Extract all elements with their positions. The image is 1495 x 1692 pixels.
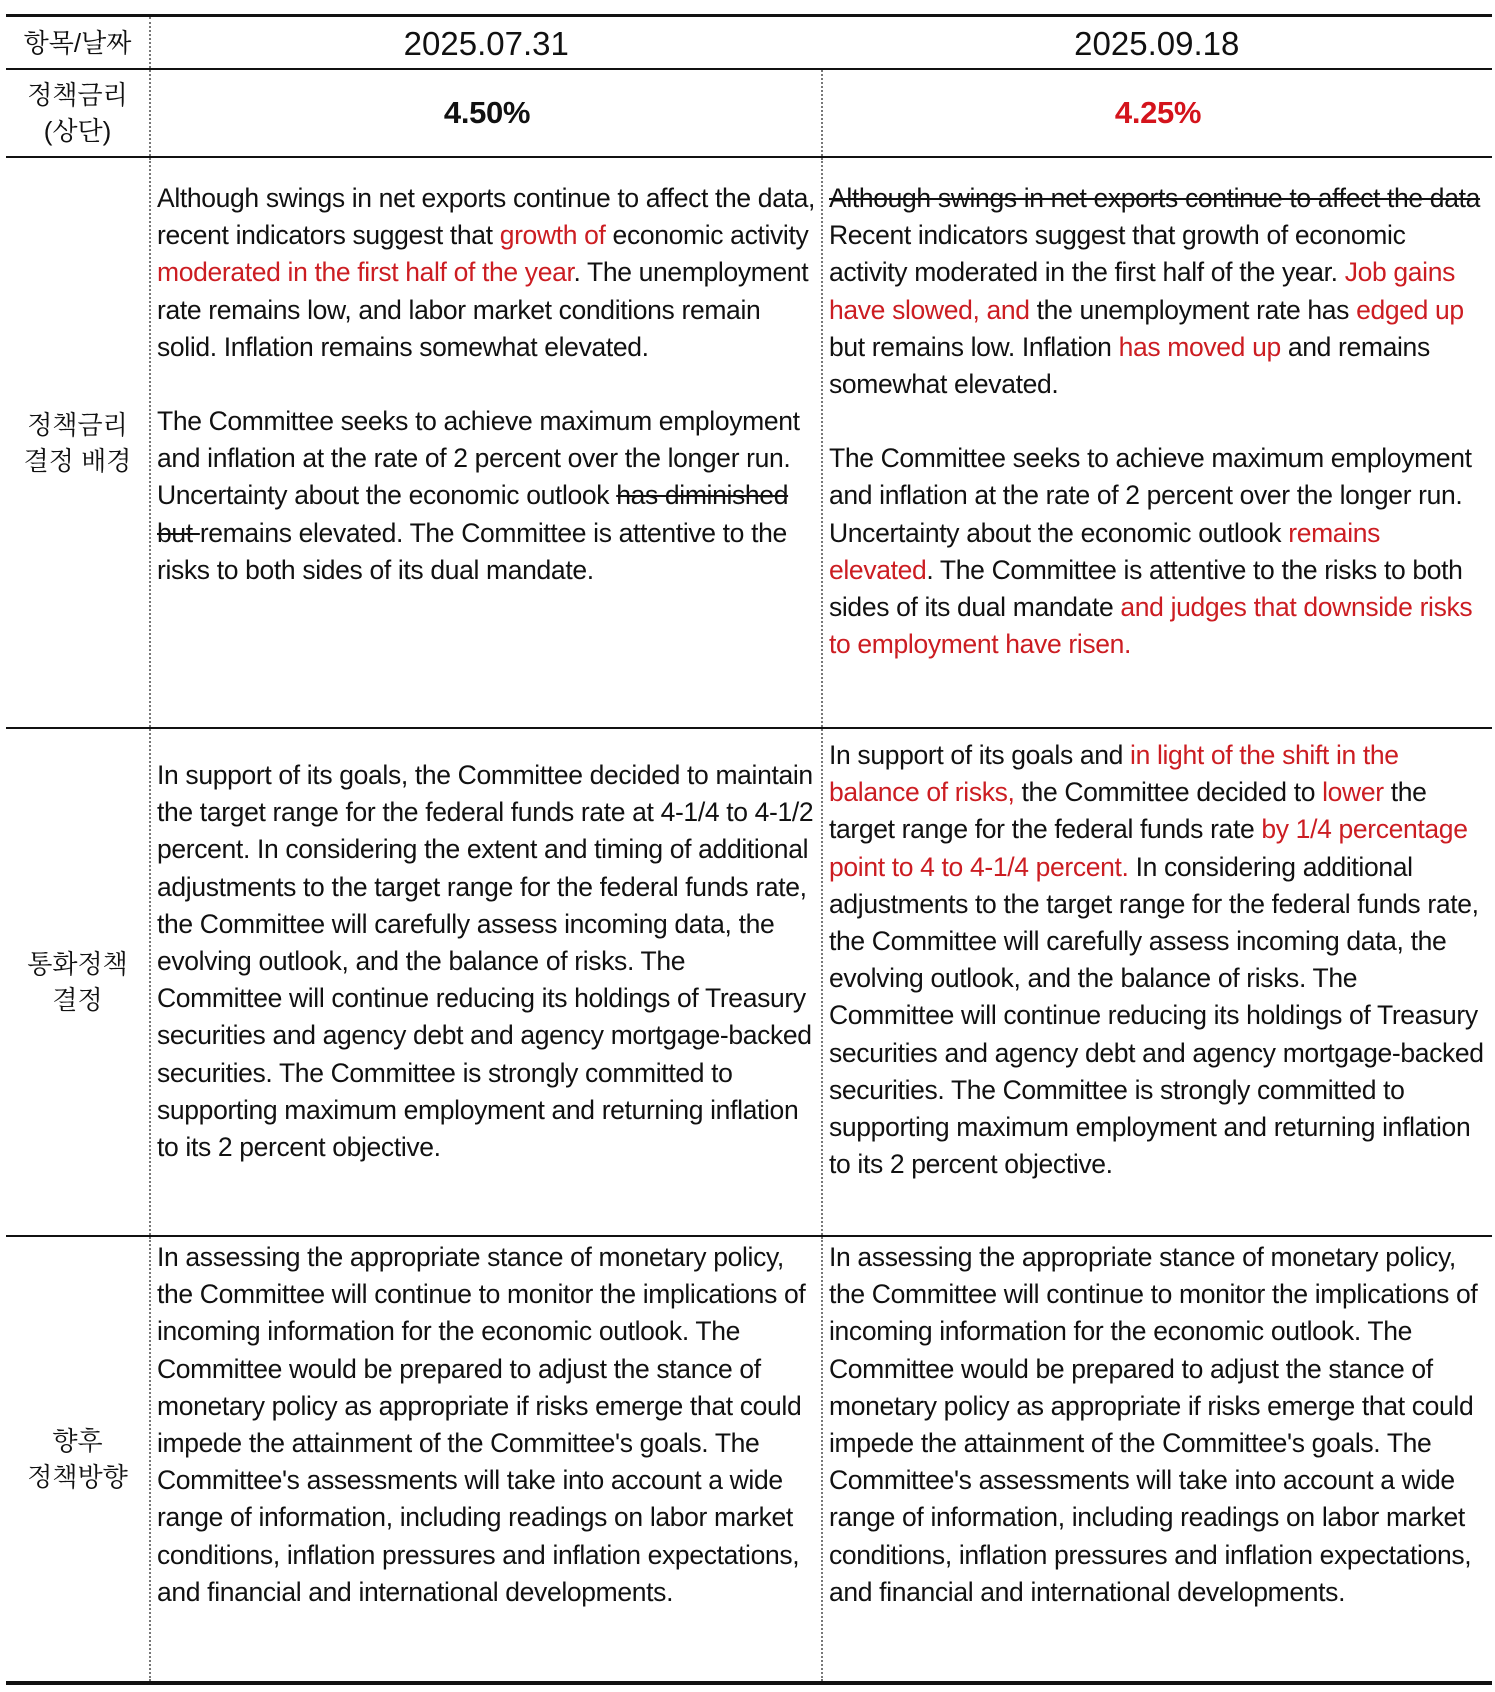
new-rate-value: 4.25% xyxy=(1114,95,1202,131)
row-label-line: 결정 배경 xyxy=(23,445,132,476)
statement-text: In assessing the appropriate stance of monetary policy, the Committee will continue to monitor the implications of incoming information for the economic outlook. The Committee would be prepared to adjust the stance of monetary policy as appropriate if risks emerge that could impede the attainment of the Committee's goals. The Committee's assessments will take into account a wide range of information, including readings on labor market conditions, inflation pressures and inflation expectations, and financial and international developments. xyxy=(157,1242,806,1607)
new-statement-cell xyxy=(821,729,1491,1235)
statement-text: the target range for the federal funds rate xyxy=(829,777,1427,845)
statement-paragraph xyxy=(829,180,1487,403)
statement-text: the unemployment rate has xyxy=(1029,294,1357,325)
added-text: lower xyxy=(1322,777,1384,808)
row-label-line: 향후 xyxy=(52,1426,103,1456)
row-label-background xyxy=(6,158,151,727)
statement-paragraph xyxy=(829,1239,1487,1611)
rate-decision-background-row xyxy=(6,158,1492,729)
statement-text: Although swings in net exports continue to affect the data, recent indicators suggest that xyxy=(157,183,815,251)
statement-paragraph xyxy=(829,440,1487,663)
old-statement-cell xyxy=(151,158,821,727)
added-text: has moved up xyxy=(1118,331,1281,362)
added-text: growth of xyxy=(499,220,606,251)
row-label-line: 통화정책 xyxy=(27,949,128,979)
added-text: Job gains have slowed, and xyxy=(829,257,1456,325)
policy-rate-row xyxy=(6,70,1492,158)
statement-text: In support of its goals and xyxy=(829,740,1131,770)
statement-text: economic activity xyxy=(605,220,809,251)
new-statement-cell xyxy=(821,1237,1491,1681)
header-label: 항목/날짜 xyxy=(6,17,151,68)
statement-text: the Committee decided to xyxy=(1014,777,1323,808)
row-label-line: 정책방향 xyxy=(27,1462,128,1492)
row-label-line: (상단) xyxy=(43,116,112,146)
date-column-new: 2025.09.18 xyxy=(1074,25,1240,62)
statement-paragraph xyxy=(157,403,817,589)
row-label-future xyxy=(6,1237,151,1681)
statement-paragraph xyxy=(829,737,1487,1183)
added-text: by 1/4 percentage point to 4 to 4-1/4 percent. xyxy=(829,814,1468,882)
header-row xyxy=(6,14,1492,70)
monetary-policy-decision-row xyxy=(6,729,1492,1237)
statement-text: In support of its goals, the Committee decided to maintain the target range for the federal funds rate at 4-1/4 to 4-1/2 percent. In considering the extent and timing of additional adjustments to the target range for the federal funds rate, the Committee will carefully assess incoming data, the evolving outlook, and the balance of risks. The Committee will continue reducing its holdings of Treasury securities and agency debt and agency mortgage-backed securities. The Committee is strongly committed to supporting maximum employment and returning inflation to its 2 percent objective. xyxy=(157,760,814,1163)
statement-text: . The unemployment rate remains low, and labor market conditions remain solid. Inflation remains somewhat elevated. xyxy=(157,257,809,362)
added-text: moderated in the first half of the year xyxy=(157,257,574,288)
statement-paragraph xyxy=(157,180,817,366)
statement-text: The Committee seeks to achieve maximum employment and inflation at the rate of 2 percent over the longer run. Uncertainty about the economic outlook xyxy=(157,406,800,511)
old-rate-cell xyxy=(151,70,821,156)
new-rate-cell xyxy=(821,70,1491,156)
row-label-line: 정책금리 xyxy=(27,409,128,440)
statement-text: . The Committee is attentive to the risks to both sides of its dual mandate xyxy=(829,554,1463,623)
row-label-line: 정책금리 xyxy=(27,80,128,110)
statement-text: In considering additional adjustments to the target range for the federal funds rate, the Committee will carefully assess incoming data, the evolving outlook, and the balance of risks. The Committee will continue reducing its holdings of Treasury securities and agency debt and agency mortgage-backed securities. The Committee is strongly committed to supporting maximum employment and returning inflation to its 2 percent objective. xyxy=(829,851,1484,1180)
old-statement-cell xyxy=(151,1237,821,1681)
statement-text: but remains low. Inflation xyxy=(829,331,1119,362)
statement-text: Recent indicators suggest that growth of economic activity moderated in the first half of the year. xyxy=(829,220,1406,288)
date-column-old: 2025.07.31 xyxy=(403,25,569,62)
added-text: edged up xyxy=(1356,294,1464,325)
new-statement-cell xyxy=(821,158,1491,727)
old-statement-cell xyxy=(151,729,821,1235)
statement-paragraph xyxy=(157,757,817,1166)
deleted-text: Although swings in net exports continue to affect the data xyxy=(829,183,1480,213)
added-text: and judges that downside risks to employment have risen. xyxy=(829,592,1473,660)
statement-text: and remains somewhat elevated. xyxy=(829,331,1430,400)
future-policy-direction-row xyxy=(6,1237,1492,1685)
statement-text: remains elevated. The Committee is attentive to the risks to both sides of its dual mandate. xyxy=(157,517,787,585)
deleted-text: has diminished but xyxy=(157,480,789,548)
added-text: remains elevated xyxy=(829,517,1381,585)
added-text: in light of the shift in the balance of risks, xyxy=(829,740,1399,808)
row-label-policy-rate xyxy=(6,70,151,156)
row-label-decision xyxy=(6,729,151,1235)
old-rate-value: 4.50% xyxy=(443,95,531,131)
statement-paragraph xyxy=(157,1239,817,1611)
row-label-line: 결정 xyxy=(52,985,103,1015)
statement-text: In assessing the appropriate stance of monetary policy, the Committee will continue to monitor the implications of incoming information for the economic outlook. The Committee would be prepared to adjust the stance of monetary policy as appropriate if risks emerge that could impede the attainment of the Committee's goals. The Committee's assessments will take into account a wide range of information, including readings on labor market conditions, inflation pressures and inflation expectations, and financial and international developments. xyxy=(829,1242,1478,1607)
statement-text: The Committee seeks to achieve maximum employment and inflation at the rate of 2 percent over the longer run. Uncertainty about the economic outlook xyxy=(829,443,1472,548)
fomc-statement-comparison-table xyxy=(6,14,1492,1685)
